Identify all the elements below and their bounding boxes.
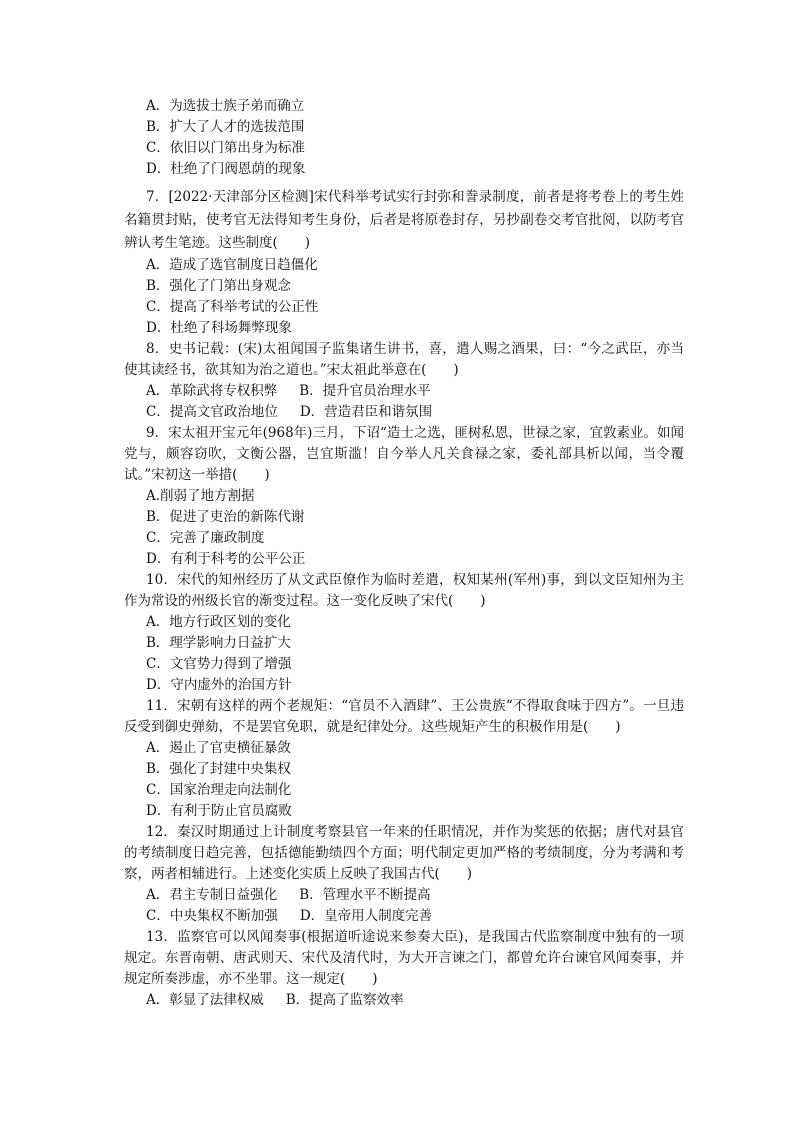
option-row	[124, 990, 684, 1011]
option-b: B．强化了封建中央集权	[146, 761, 291, 777]
question-6-options	[124, 96, 684, 180]
option-b: B．强化了门第出身观念	[146, 278, 291, 294]
option-row	[124, 402, 684, 423]
option-d: D．有利于科考的公平公正	[146, 551, 306, 567]
option-a: A．彰显了法律权威	[146, 992, 264, 1008]
question-8-options	[124, 381, 684, 423]
option-c: C．中央集权不断加强	[146, 908, 278, 924]
option-c: C．国家治理走向法制化	[146, 782, 292, 798]
question-8-stem: 8．史书记载：(宋)太祖闻国子监集诸生讲书，喜，遣人赐之酒果，曰：“今之武臣，亦当使其读经书，欲其知为治之道也。”宋太祖此举意在( )	[124, 341, 684, 378]
option-c: C．完善了廉政制度	[146, 530, 265, 546]
option-a: A．君主专制日益强化	[146, 887, 278, 903]
question-10-stem: 10．宋代的知州经历了从文武臣僚作为临时差遣，权知某州(军州)事，到以文臣知州为主作为常设的州级长官的渐变过程。这一变化反映了宋代( )	[124, 572, 684, 609]
question-12-options	[124, 885, 684, 927]
option-c: C．依旧以门第出身为标准	[146, 140, 305, 156]
option-d: D．守内虚外的治国方针	[146, 677, 292, 693]
question-7-options	[124, 255, 684, 339]
option-d: D．杜绝了门阀恩荫的现象	[146, 161, 306, 177]
option-row	[124, 885, 684, 906]
option-a: A.削弱了地方割据	[146, 488, 255, 504]
question-9-options	[124, 486, 684, 570]
option-d: D．皇帝用人制度完善	[299, 908, 433, 924]
question-10-options	[124, 612, 684, 696]
option-d: D．营造君臣和谐氛围	[299, 404, 433, 420]
option-b: B．提升官员治理水平	[299, 383, 431, 399]
option-c: C．文官势力得到了增强	[146, 656, 292, 672]
option-row	[124, 381, 684, 402]
question-11-options	[124, 738, 684, 822]
option-a: A．革除武将专权积弊	[146, 383, 278, 399]
question-13-options	[124, 990, 684, 1011]
option-b: B．促进了吏治的新陈代谢	[146, 509, 305, 525]
option-b: B．提高了监察效率	[285, 992, 404, 1008]
question-list	[124, 96, 684, 1011]
question-11-stem: 11．宋朝有这样的两个老规矩：“官员不入酒肆”、王公贵族“不得取食味于四方”。一旦违反受到御史弹劾，不是罢官免职，就是纪律处分。这些规矩产生的积极作用是( )	[124, 698, 684, 735]
option-b: B．管理水平不断提高	[299, 887, 431, 903]
option-c: C．提高了科举考试的公正性	[146, 299, 319, 315]
option-a: A．遏止了官吏横征暴敛	[146, 740, 291, 756]
option-b: B．理学影响力日益扩大	[146, 635, 291, 651]
option-b: B．扩大了人才的选拔范围	[146, 119, 305, 135]
option-a: A．地方行政区划的变化	[146, 614, 291, 630]
option-a: A．为选拔士族子弟而确立	[146, 98, 305, 114]
question-9-stem: 9．宋太祖开宝元年(968年)三月，下诏“造士之选，匪树私恩，世禄之家，宜敦素业。如闻党与，颇容窃吹，文衡公器，岂宜斯滥！自今举人凡关食禄之家，委礼部具析以闻，当令覆试。”宋初这一举措( )	[124, 425, 684, 483]
question-13-stem: 13．监察官可以风闻奏事(根据道听途说来参奏大臣)，是我国古代监察制度中独有的一项规定。东晋南朝、唐武则天、宋代及清代时，为大开言谏之门，都曾允许台谏官风闻奏事，并规定所奏涉虚，亦不坐罪。这一规定( )	[124, 929, 684, 987]
option-row	[124, 906, 684, 927]
option-d: D．杜绝了科场舞弊现象	[146, 320, 292, 336]
option-a: A．造成了选官制度日趋僵化	[146, 257, 318, 273]
option-d: D．有利于防止官员腐败	[146, 803, 292, 819]
question-12-stem: 12．秦汉时期通过上计制度考察县官一年来的任职情况，并作为奖惩的依据；唐代对县官的考绩制度日趋完善，包括德能勤绩四个方面；明代制定更加严格的考绩制度，分为考满和考察，两者相辅进行。上述变化实质上反映了我国古代( )	[124, 824, 684, 882]
option-c: C．提高文官政治地位	[146, 404, 278, 420]
question-7-stem: 7．[2022·天津部分区检测]宋代科举考试实行封弥和誊录制度，前者是将考卷上的考生姓名籍贯封贴，使考官无法得知考生身份，后者是将原卷封存，另抄副卷交考官批阅，以防考官辨认考生笔迹。这些制度( )	[124, 189, 684, 251]
